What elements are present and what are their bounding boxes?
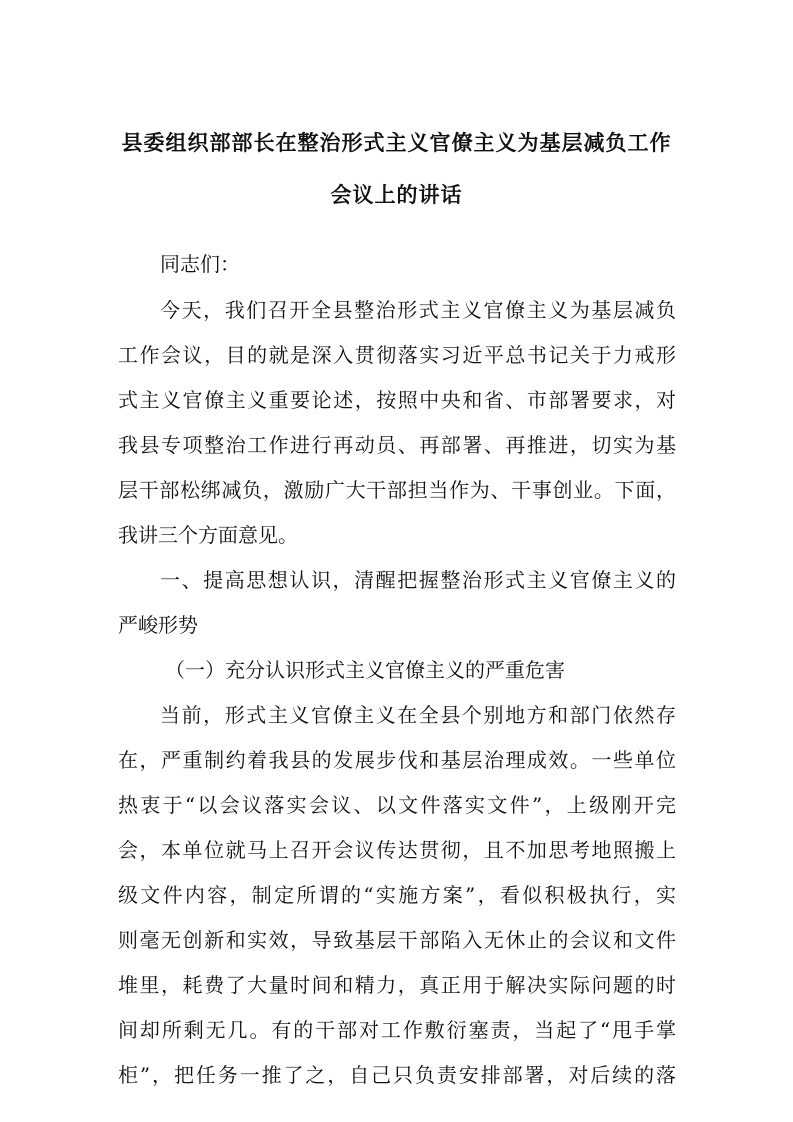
paragraph-2-line: 则毫无创新和实效，导致基层干部陷入无休止的会议和文件 (118, 928, 676, 952)
paragraph-1-line: 层干部松绑减负，激励广大干部担当作为、干事创业。下面， (118, 478, 676, 502)
paragraph-2-line: 当前，形式主义官僚主义在全县个别地方和部门依然存 (160, 703, 676, 727)
salutation: 同志们： (160, 252, 240, 276)
subsection-1-heading: （一）充分认识形式主义官僚主义的严重危害 (165, 658, 565, 682)
section-1-heading-line: 一、提高思想认识，清醒把握整治形式主义官僚主义的 (160, 568, 676, 592)
paragraph-2-line: 会，本单位就马上召开会议传达贯彻，且不加思考地照搬上 (118, 838, 676, 862)
document-title-line-1: 县委组织部部长在整治形式主义官僚主义为基层减负工作 (121, 131, 672, 155)
paragraph-1-line: 式主义官僚主义重要论述，按照中央和省、市部署要求，对 (118, 388, 676, 412)
document-title-line-2: 会议上的讲话 (330, 183, 463, 207)
paragraph-2-line: 在，严重制约着我县的发展步伐和基层治理成效。一些单位 (118, 748, 676, 772)
paragraph-1-line: 我讲三个方面意见。 (118, 523, 298, 547)
paragraph-1-line: 今天，我们召开全县整治形式主义官僚主义为基层减负 (160, 298, 676, 322)
paragraph-2-line: 堆里，耗费了大量时间和精力，真正用于解决实际问题的时 (118, 973, 676, 997)
paragraph-1-line: 工作会议，目的就是深入贯彻落实习近平总书记关于力戒形 (118, 343, 676, 367)
paragraph-2-line: 级文件内容，制定所谓的“实施方案”，看似积极执行，实 (118, 883, 676, 907)
paragraph-1-line: 我县专项整治工作进行再动员、再部署、再推进，切实为基 (118, 433, 676, 457)
paragraph-2-line: 柜”，把任务一推了之，自己只负责安排部署，对后续的落 (118, 1063, 676, 1087)
section-1-heading-line: 严峻形势 (118, 613, 198, 637)
paragraph-2-line: 间却所剩无几。有的干部对工作敷衍塞责，当起了“甩手掌 (118, 1018, 676, 1042)
paragraph-2-line: 热衷于“以会议落实会议、以文件落实文件”，上级刚开完 (118, 793, 676, 817)
